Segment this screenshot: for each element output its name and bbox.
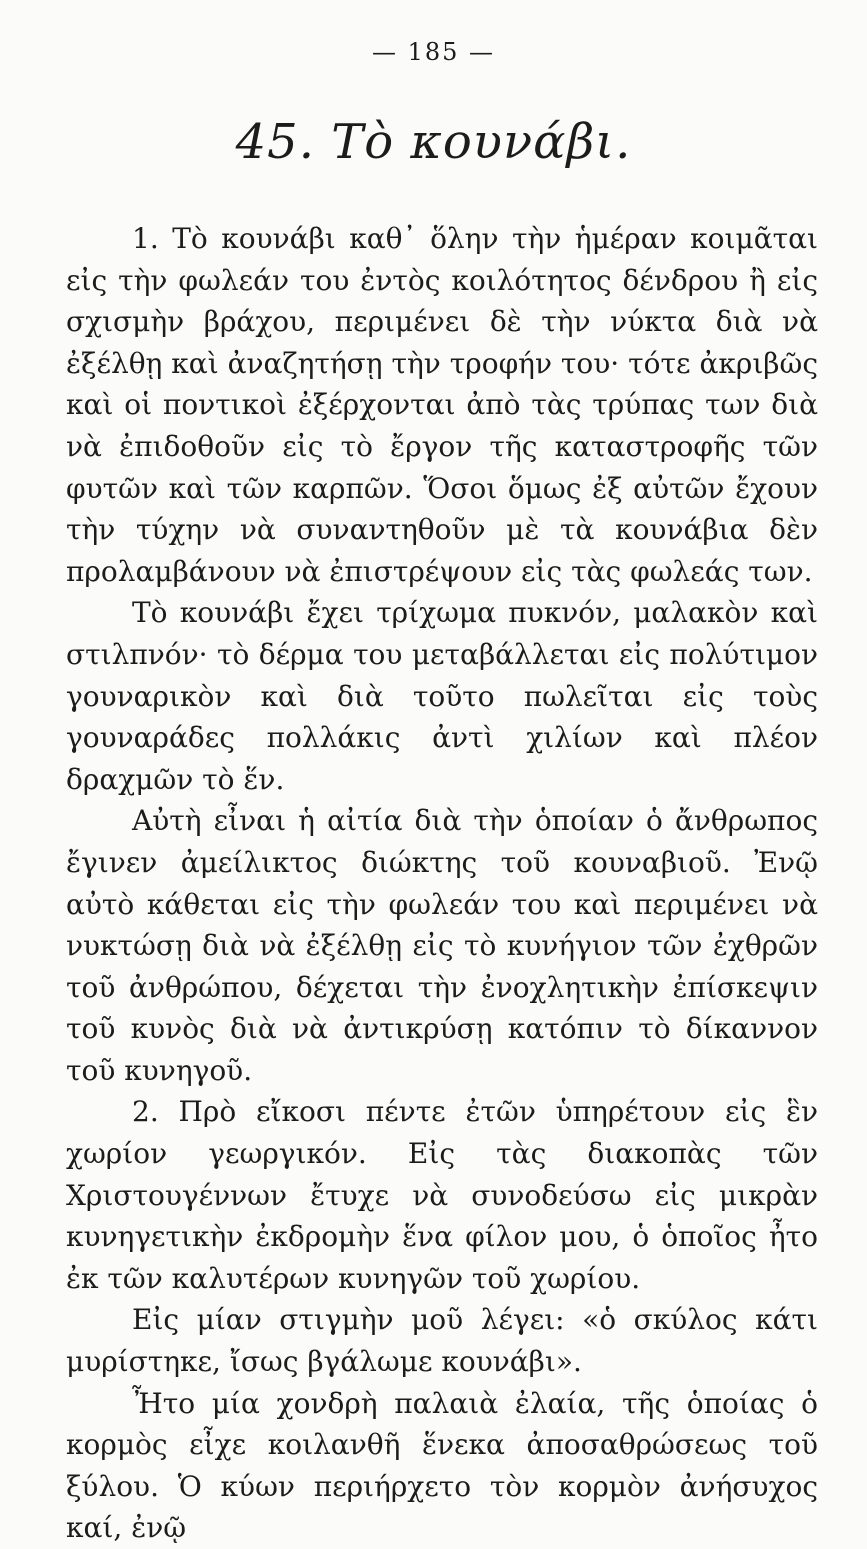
- paragraph-3: Αὐτὴ εἶναι ἡ αἰτία διὰ τὴν ὁποίαν ὁ ἄνθρωπος ἔγινεν ἀμείλικτος διώκτης τοῦ κουναβιοῦ. Ἐνῷ αὐτὸ κάθεται εἰς τὴν φωλεάν του καὶ περιμένει νὰ νυκτώσῃ διὰ νὰ ἐξέλθῃ εἰς τὸ κυνήγιον τῶν ἐχθρῶν τοῦ ἀνθρώπου, δέχεται τὴν ἐνοχλητικὴν ἐπίσκεψιν τοῦ κυνὸς διὰ νὰ ἀντικρύσῃ κατόπιν τὸ δίκαννον τοῦ κυνηγοῦ.: [66, 804, 818, 1087]
- paragraph-6: Ἦτο μία χονδρὴ παλαιὰ ἐλαία, τῆς ὁποίας ὁ κορμὸς εἶχε κοιλανθῆ ἕνεκα ἀποσαθρώσεως τοῦ ξύλου. Ὁ κύων περιήρχετο τὸν κορμὸν ἀνήσυχος καί, ἐνῷ: [66, 1386, 818, 1545]
- paragraph-2: Τὸ κουνάβι ἔχει τρίχωμα πυκνόν, μαλακὸν καὶ στιλπνόν· τὸ δέρμα του μεταβάλλεται εἰς πολύτιμον γουναρικὸν καὶ διὰ τοῦτο πωλεῖται εἰς τοὺς γουναράδες πολλάκις ἀντὶ χιλίων καὶ πλέον δραχμῶν τὸ ἕν.: [66, 596, 818, 796]
- body-text: [66, 218, 818, 1549]
- paragraph-1: 1. Τὸ κουνάβι καθ᾿ ὅλην τὴν ἡμέραν κοιμᾶται εἰς τὴν φωλεάν του ἐντὸς κοιλότητος δένδρου ἢ εἰς σχισμὴν βράχου, περιμένει δὲ τὴν νύκτα διὰ νὰ ἐξέλθῃ καὶ ἀναζητήσῃ τὴν τροφήν του· τότε ἀκριβῶς καὶ οἱ ποντικοὶ ἐξέρχονται ἀπὸ τὰς τρύπας των διὰ νὰ ἐπιδοθοῦν εἰς τὸ ἔργον τῆς καταστροφῆς τῶν φυτῶν καὶ τῶν καρπῶν. Ὅσοι ὅμως ἐξ αὐτῶν ἔχουν τὴν τύχην νὰ συναντηθοῦν μὲ τὰ κουνάβια δὲν προλαμβάνουν νὰ ἐπιστρέψουν εἰς τὰς φωλεάς των.: [66, 222, 818, 588]
- paragraph-4: 2. Πρὸ εἴκοσι πέντε ἐτῶν ὑπηρέτουν εἰς ἓν χωρίον γεωργικόν. Εἰς τὰς διακοπὰς τῶν Χριστουγέννων ἔτυχε νὰ συνοδεύσω εἰς μικρὰν κυνηγετικὴν ἐκδρομὴν ἕνα φίλον μου, ὁ ὁποῖος ἦτο ἐκ τῶν καλυτέρων κυνηγῶν τοῦ χωρίου.: [66, 1095, 818, 1295]
- page-number: — 185 —: [371, 38, 496, 66]
- chapter-title: 45. Τὸ κουνάβι.: [235, 114, 632, 170]
- paragraph-5: Εἰς μίαν στιγμὴν μοῦ λέγει: «ὁ σκύλος κάτι μυρίστηκε, ἴσως βγάλωμε κουνάβι».: [66, 1303, 818, 1379]
